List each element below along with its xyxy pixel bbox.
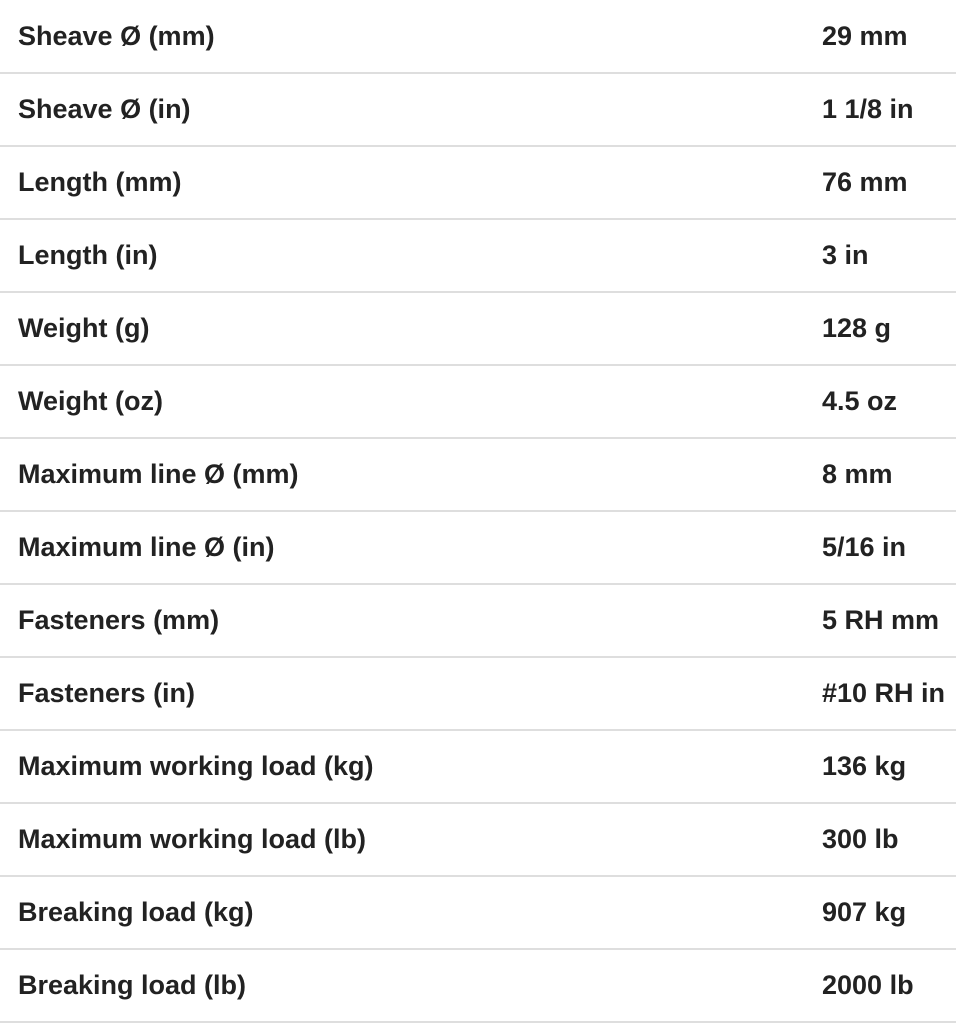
spec-value: 4.5 oz [822, 386, 898, 416]
table-row [0, 949, 956, 1022]
spec-label: Maximum line Ø (in) [18, 532, 275, 562]
spec-value: 5/16 in [822, 532, 907, 562]
spec-value: 3 in [822, 240, 869, 270]
spec-label: Maximum line Ø (mm) [18, 459, 299, 489]
table-row [0, 219, 956, 292]
spec-label: Breaking load (kg) [18, 897, 254, 927]
spec-value: 2000 lb [822, 970, 914, 1000]
spec-label: Sheave Ø (in) [18, 94, 191, 124]
table-row [0, 584, 956, 657]
spec-value: #10 RH in [822, 678, 946, 708]
table-row [0, 730, 956, 803]
spec-value: 128 g [822, 313, 892, 343]
table-row [0, 657, 956, 730]
spec-value: 8 mm [822, 459, 893, 489]
table-row [0, 73, 956, 146]
spec-label: Fasteners (in) [18, 678, 196, 708]
spec-value: 76 mm [822, 167, 908, 197]
table-row [0, 876, 956, 949]
spec-value: 1 1/8 in [822, 94, 914, 124]
spec-label: Breaking load (lb) [18, 970, 247, 1000]
table-row [0, 511, 956, 584]
table-row [0, 438, 956, 511]
spec-label: Length (in) [18, 240, 158, 270]
spec-label: Weight (oz) [18, 386, 163, 416]
spec-value: 136 kg [822, 751, 907, 781]
spec-label: Maximum working load (kg) [18, 751, 374, 781]
spec-label: Fasteners (mm) [18, 605, 220, 635]
spec-label: Maximum working load (lb) [18, 824, 367, 854]
spec-label: Length (mm) [18, 167, 182, 197]
table-row [0, 365, 956, 438]
spec-value: 29 mm [822, 20, 908, 51]
spec-value: 5 RH mm [822, 605, 940, 635]
table-row [0, 146, 956, 219]
spec-label: Sheave Ø (mm) [18, 20, 215, 51]
table-row [0, 803, 956, 876]
spec-value: 907 kg [822, 897, 907, 927]
table-row [0, 0, 956, 73]
spec-value: 300 lb [822, 824, 899, 854]
spec-label: Weight (g) [18, 313, 150, 343]
table-row [0, 292, 956, 365]
